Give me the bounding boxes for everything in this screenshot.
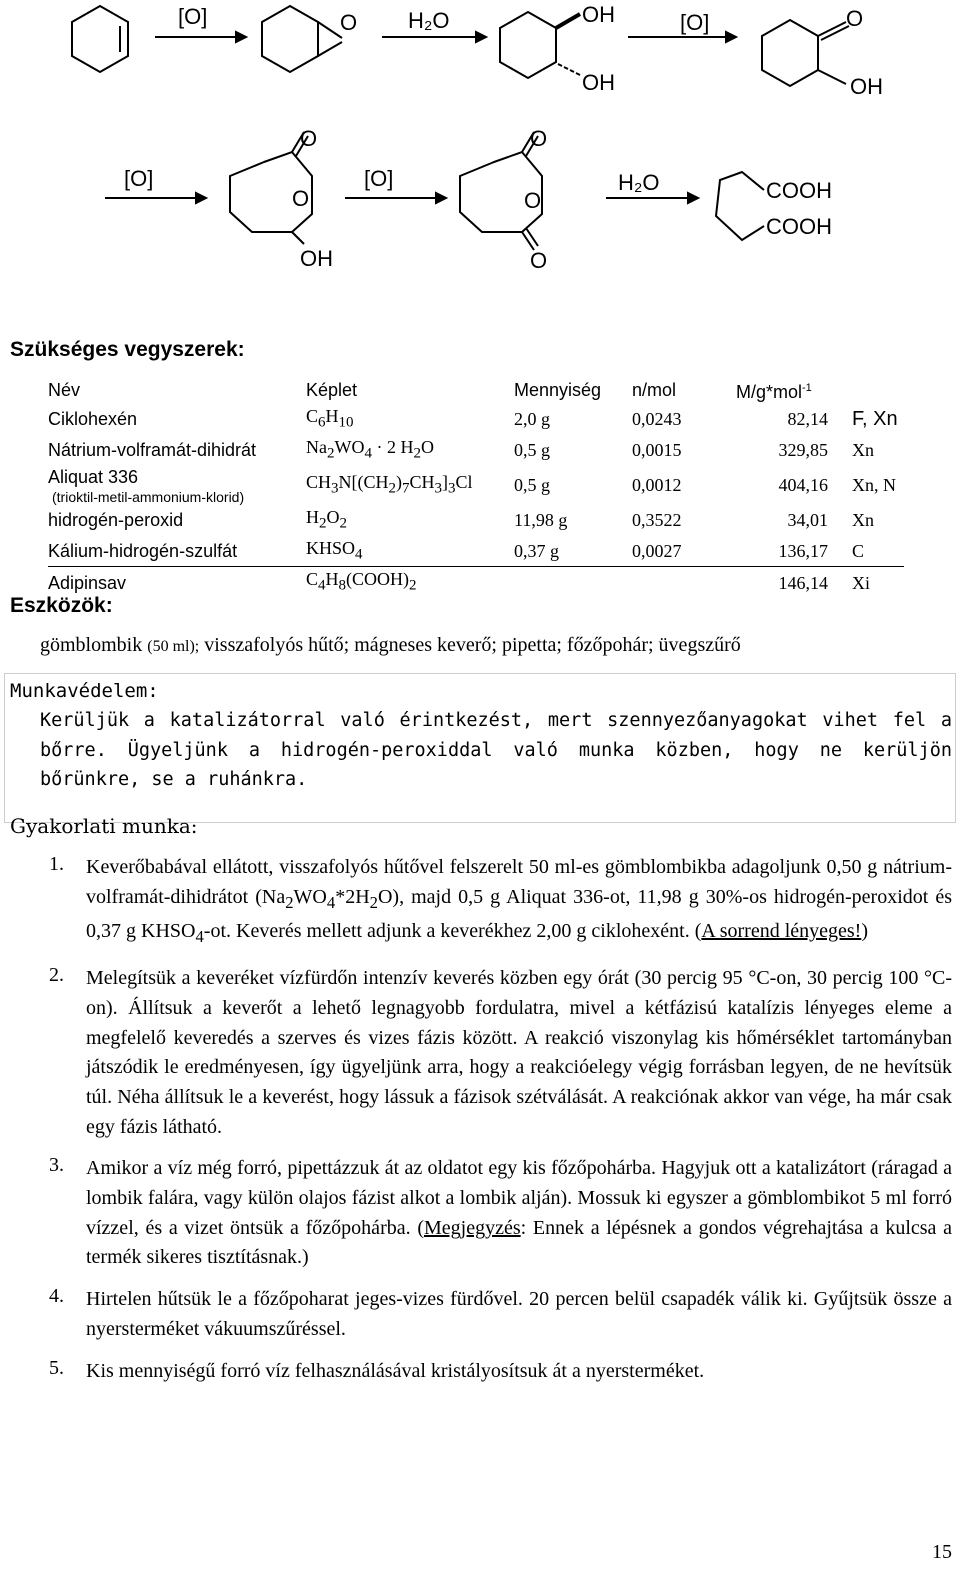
tools-list xyxy=(40,634,741,657)
step-text: Amikor a víz még forró, pipettázzuk át az oldatot egy kis főzőpohárba. Hagyjuk ott a katalizátort (ráragad a lombik falára, vagy külön olajos fázist alkot a lombik alján). Mossuk ki egyszer a gömblombikot 5 ml forró vízzel, és a vizet öntsük a főzőpohárba. (Megjegyzés: Ennek a lépésnek a gondos végrehajtása a kulcsa a termék sikeres tisztításnak.) xyxy=(86,1157,952,1269)
reagent-mw: 146,14 xyxy=(778,572,828,593)
ketone-oh-label: OH xyxy=(850,74,883,99)
col-name: Név xyxy=(48,380,81,400)
table-row xyxy=(48,404,904,435)
step-text: Keverőbabával ellátott, visszafolyós hűtővel felszerelt 50 ml-es gömblombikba adagoljunk 0,50 g nátrium-volframát-dihidrátot $(Na_2WO_4*2H_2O)$, majd 0,5 g Aliquat 336-ot, 11,98 g 30%-os hidrogén-peroxidot és 0,37 g $KHSO_4-ot$. Keverés mellett adjunk a keverékhez 2,00 g ciklohexént. (A sorrend lényeges!) xyxy=(86,856,953,947)
reagent-mw: 329,85 xyxy=(778,439,828,460)
reagent-mol: 0,0243 xyxy=(632,409,682,430)
col-formula: Képlet xyxy=(306,380,358,400)
reagent-formula: $C_6H_{10}$ xyxy=(306,406,354,431)
reagent-amount: 11,98 g xyxy=(514,510,568,531)
practice-heading: Gyakorlati munka: xyxy=(10,814,198,838)
oxidant-label-4: [O] xyxy=(364,166,394,191)
step-number: 1. xyxy=(49,853,64,875)
step-number: 3. xyxy=(49,1154,64,1177)
reagent-name: Nátrium-volframát-dihidrát xyxy=(48,439,257,460)
reagent-name: Ciklohexén xyxy=(48,409,138,430)
list-item xyxy=(44,1357,952,1387)
reagent-mw: 82,14 xyxy=(787,409,828,430)
cyclohexene-oxide-structure xyxy=(262,6,318,72)
oxidant-label-3: [O] xyxy=(124,166,154,191)
col-amount: Mennyiség xyxy=(514,380,602,400)
reagent-name: Aliquat 336 xyxy=(48,467,139,488)
oxidant-label-1: [O] xyxy=(178,4,208,29)
page-number: 15 xyxy=(932,1541,952,1563)
col-hazard xyxy=(828,376,904,404)
reagents-table xyxy=(48,376,904,598)
reagent-mol: 0,0012 xyxy=(632,475,682,496)
diol-oh-label-1: OH xyxy=(582,2,615,27)
reagent-hazard: Xn, N xyxy=(852,475,896,496)
reagent-formula: $Na_2WO_4 \cdot 2$ $H_2O$ xyxy=(306,436,434,462)
list-item xyxy=(44,1285,952,1344)
table-row xyxy=(48,465,904,505)
water-label-1: H₂O xyxy=(408,8,450,33)
cooh-label-2: COOH xyxy=(766,214,832,239)
reagent-mol: 0,0015 xyxy=(632,439,682,460)
reagent-name: Kálium-hidrogén-szulfát xyxy=(48,536,306,567)
reagent-hazard: C xyxy=(828,536,904,567)
list-item xyxy=(44,964,952,1142)
reagent-mw: 34,01 xyxy=(787,510,828,531)
reagent-mw: 136,17 xyxy=(722,536,828,567)
step-number: 4. xyxy=(49,1285,64,1308)
reagent-formula: $CH_3N[(CH_2)_7CH_3]_3Cl$ xyxy=(306,471,473,497)
step-number: 5. xyxy=(49,1356,64,1379)
ketone-oxygen-label: O xyxy=(846,6,864,31)
reagent-name-sub: (trioktil-metil-ammonium-klorid) xyxy=(52,489,245,506)
anhydride-ring-oxygen: O xyxy=(524,188,542,213)
reagent-hazard: Xn xyxy=(852,439,874,460)
reagent-formula: $H_2O_2$ xyxy=(306,507,347,532)
tools-volume: (50 ml); xyxy=(147,638,200,655)
reagent-hazard: F, Xn xyxy=(852,408,898,431)
col-mol: n/mol xyxy=(632,380,677,400)
reagent-hazard: Xi xyxy=(852,572,870,593)
reagent-formula: $KHSO_4$ xyxy=(306,536,514,567)
anhydride-oxygen-label-2: O xyxy=(530,248,548,273)
lactone-carbonyl-oxygen: O xyxy=(300,126,318,151)
table-header-row xyxy=(48,376,904,404)
diol-oh-label-2: OH xyxy=(582,70,615,95)
lactone-ring-oxygen: O xyxy=(292,186,310,211)
cyclohexanediol-structure xyxy=(500,12,556,78)
table-row xyxy=(48,435,904,466)
order-important-note: A sorrend lényeges! xyxy=(701,920,862,943)
reagent-amount: 0,5 g xyxy=(514,439,550,460)
cooh-label-1: COOH xyxy=(766,178,832,203)
procedure-steps xyxy=(44,853,952,1398)
reagent-mol: 0,0027 xyxy=(632,536,722,567)
reagent-amount: 2,0 g xyxy=(514,409,550,430)
table-row xyxy=(48,536,904,567)
list-item xyxy=(44,853,952,952)
tools-text-a: gömblombik xyxy=(40,634,143,656)
tools-heading: Eszközök: xyxy=(10,594,113,617)
col-mw: M/g*mol$^{-1}$ xyxy=(736,382,812,402)
step-text: Hirtelen hűtsük le a főzőpoharat jeges-vizes fürdővel. 20 percen belül csapadék válik ki. Gyűjtsük össze a nyersterméket vákuumszűréssel. xyxy=(86,1288,952,1340)
reaction-scheme xyxy=(0,0,960,290)
step-text: Kis mennyiségű forró víz felhasználásával kristályosítsuk át a nyersterméket. xyxy=(86,1359,705,1382)
list-item xyxy=(44,1154,952,1273)
reagent-formula: $C_4H_8(COOH)_2$ xyxy=(306,569,417,594)
reagents-heading: Szükséges vegyszerek: xyxy=(10,338,245,361)
reagent-name: Adipinsav xyxy=(48,572,127,593)
safety-text: Kerüljük a katalizátorral való érintkezést, mert szennyezőanyagokat vihet fel a bőrre. Ügyeljünk a hidrogén-peroxiddal való munka közben, hogy ne kerüljön bőrünkre, se a ruhánkra. xyxy=(40,710,952,790)
epoxide-oxygen-label: O xyxy=(340,10,358,35)
reagent-mol xyxy=(632,567,722,598)
reagent-name: hidrogén-peroxid xyxy=(48,510,184,531)
table-row xyxy=(48,567,904,598)
oxidant-label-2: [O] xyxy=(680,10,710,35)
note-label: Megjegyzés xyxy=(423,1216,521,1239)
adipic-acid-structure xyxy=(716,172,764,240)
reagent-amount: 0,37 g xyxy=(514,536,632,567)
reagent-amount: 0,5 g xyxy=(514,475,550,496)
anhydride-oxygen-label-1: O xyxy=(530,126,548,151)
reagent-name-cell xyxy=(48,465,306,505)
step-text: Melegítsük a keveréket vízfürdőn intenzív keverés közben egy órát (30 percig 95 °C-on, 30 percig 100 °C-on). Állítsuk a keverőt a lehető legnagyobb fordulatra, mivel a kétfázisú katalízis lényeges eleme a megfelelő keveredés a szerves és vizes fázis között. A reakció viszonylag kis hőmérséklet tartományban játszódik le eredményesen, így ügyeljünk arra, hogy a reakcióelegy végig forrásban legyen, de ne hevítsük túl. Néha állítsuk le a keverést, hogy lássuk a fázisok szétválását. A reakciónak akkor van vége, ha már csak egy fázis látható. xyxy=(86,967,952,1138)
table-row xyxy=(48,505,904,536)
hydroxycyclohexanone-structure xyxy=(762,20,818,86)
reagent-amount xyxy=(514,567,632,598)
tools-text-b: visszafolyós hűtő; mágneses keverő; pipetta; főzőpohár; üvegszűrő xyxy=(204,634,741,656)
water-label-2: H₂O xyxy=(618,170,660,195)
reagent-mw: 404,16 xyxy=(778,475,828,496)
safety-heading: Munkavédelem: xyxy=(10,680,159,702)
reagent-hazard: Xn xyxy=(852,510,874,531)
step-number: 2. xyxy=(49,964,64,987)
lactone-oh-label: OH xyxy=(300,246,333,271)
reagent-mol: 0,3522 xyxy=(632,510,682,531)
